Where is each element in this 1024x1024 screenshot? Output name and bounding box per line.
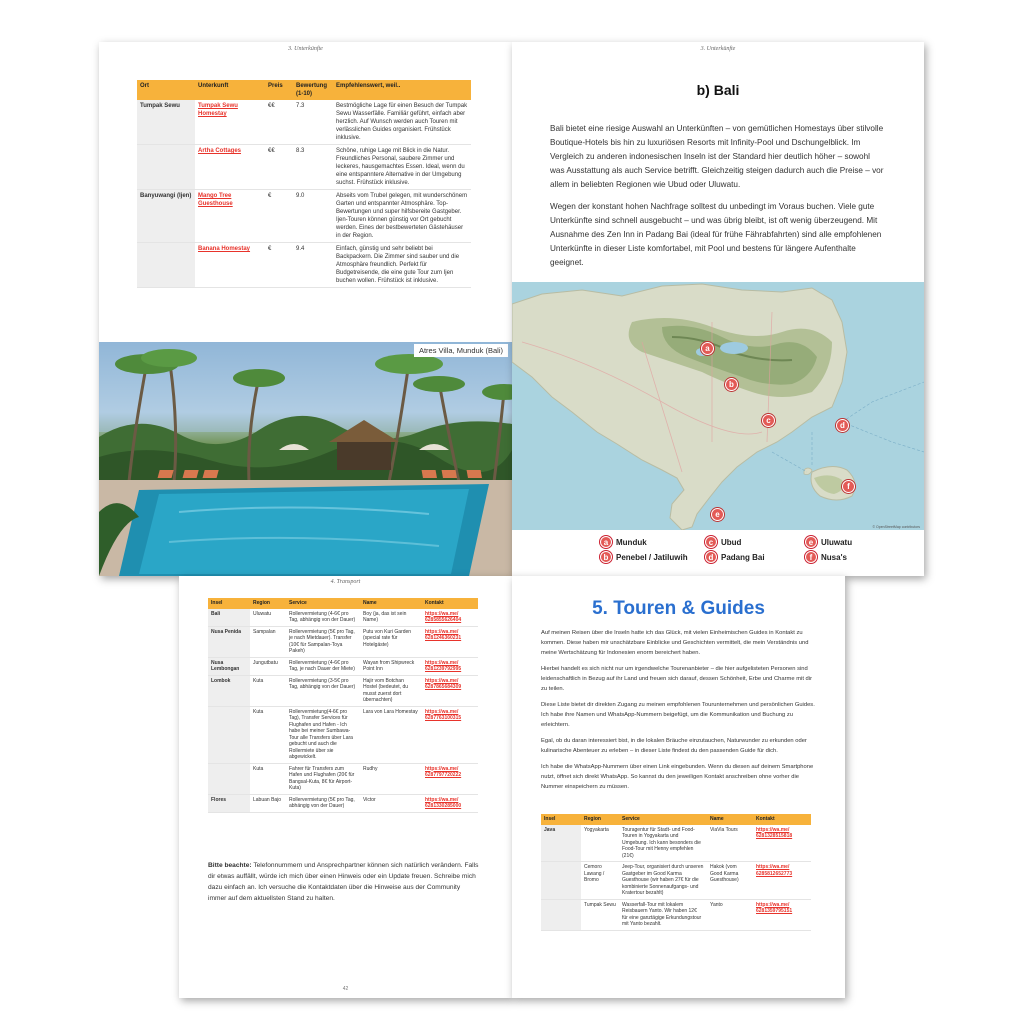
legend-item (600, 536, 647, 548)
cell-region: Labuan Bajo (250, 794, 286, 812)
table-row (137, 100, 471, 145)
whatsapp-number[interactable]: 6281330285000 (425, 803, 462, 809)
col-header-region: Region (581, 814, 619, 825)
cell-region: Kuta (250, 706, 286, 763)
col-header-service: Service (619, 814, 707, 825)
cell-bewertung: 9.0 (293, 190, 333, 243)
col-header-kontakt: Kontakt (422, 598, 478, 609)
cell-region: Jungutbatu (250, 657, 286, 675)
cell-insel (541, 862, 581, 900)
bali-map (512, 282, 924, 530)
page-tours-guides (512, 576, 845, 998)
table-row (208, 657, 478, 675)
page-accommodations-java (99, 42, 512, 576)
accommodation-link[interactable]: Banana Homestay (198, 246, 251, 252)
table-row (137, 145, 471, 190)
paragraph: Egal, ob du daran interessiert bist, in die lokalen Bräuche einzutauchen, Naturwunder zu erkunden oder kulinarische Abenteuer zu erleben – in dieser Liste findest du den passenden Guide für dich. (541, 738, 807, 754)
legend-item (705, 551, 765, 563)
accommodation-link[interactable]: Artha Cottages (198, 148, 242, 154)
cell-service: Wasserfall-Tour mit lokalem Reisbauern Yanto. Wir haben 12€ für eine ganztägige Erkundungstour mit Yanto bezahlt. (619, 899, 707, 930)
col-header-name: Name (360, 598, 422, 609)
col-header-region: Region (250, 598, 286, 609)
col-header-bewertung: Bewertung (1-10) (293, 80, 333, 100)
bali-intro (550, 122, 886, 278)
table-row (541, 899, 811, 930)
col-header-preis: Preis (265, 80, 293, 100)
col-header-service: Service (286, 598, 360, 609)
table-row (208, 675, 478, 706)
cell-name: Hajir vom Botchan Hostel (bedeutet, du musst zuerst dort übernachten) (360, 675, 422, 706)
whatsapp-link[interactable]: https://wa.me/ (756, 826, 790, 833)
cell-region: Tumpak Sewu (581, 899, 619, 930)
whatsapp-number[interactable]: 6287865684309 (425, 684, 462, 690)
cell-insel (208, 763, 250, 794)
cell-insel: Lombok (208, 675, 250, 706)
cell-name: ViaVia Tours (707, 825, 753, 862)
cell-ort (137, 145, 195, 190)
cell-name: Rudhy (360, 763, 422, 794)
legend-item (805, 536, 852, 548)
cell-insel: Java (541, 825, 581, 862)
legend-label: Padang Bai (721, 552, 765, 562)
whatsapp-number[interactable]: 6281359795151 (756, 908, 793, 914)
running-header: 4. Transport (330, 579, 361, 585)
cell-kontakt[interactable] (422, 657, 478, 675)
paragraph: Diese Liste bietet dir direkten Zugang zu meinen empfohlenen Tourunternehmen und persönlichen Guides. Ich habe ihre Namen und WhatsApp-Nummern beigefügt, um die Kommunikation und Buchung zu erleichtern. (541, 702, 815, 728)
col-header-empfehlenswert: Empfehlenswert, weil.. (333, 80, 471, 100)
cell-preis: € (265, 243, 293, 288)
legend-marker: b (600, 551, 612, 563)
whatsapp-link[interactable]: https://wa.me/ (425, 677, 459, 684)
cell-insel: Flores (208, 794, 250, 812)
section-title: b) Bali (696, 82, 740, 98)
cell-kontakt[interactable] (422, 626, 478, 657)
whatsapp-link[interactable]: https://wa.me/ (425, 796, 459, 803)
cell-service: Jeep-Tour, organisiert durch unseren Gastgeber im Good Karma Guesthouse (wir haben 27€ für die kombinierte Sonnenaufgangs- und Kratertour bezahlt) (619, 862, 707, 900)
paragraph: Ich habe die WhatsApp-Nummern über einen Link eingebunden. Wenn du diesen auf deinem Smartphone nutzt, öffnet sich direkt WhatsApp. So kannst du den jeweiligen Kontakt anschreiben ohne vorher die Nummer einspeichern zu müssen. (541, 764, 814, 790)
marker-letter: f (847, 482, 850, 491)
note-label: Bitte beachte: (208, 862, 252, 869)
cell-desc: Schöne, ruhige Lage mit Blick in die Natur. Freundliches Personal, saubere Zimmer und leckeres, hausgemachtes Essen. Ideal, wenn du eine entspanntere Alternative in der Umgebung suchst. Frühstück inklusive. (333, 145, 471, 190)
photo-caption: Atres Villa, Munduk (Bali) (414, 344, 508, 357)
cell-preis: € (265, 190, 293, 243)
legend-marker: a (600, 536, 612, 548)
legend-label: Munduk (616, 537, 647, 547)
whatsapp-number[interactable]: 6287763100315 (425, 715, 462, 721)
legend-label: Penebel / Jatiluwih (616, 552, 688, 562)
whatsapp-link[interactable]: https://wa.me/ (425, 610, 459, 617)
whatsapp-number[interactable]: 6281246360231 (425, 635, 462, 641)
cell-ort: Tumpak Sewu (137, 100, 195, 145)
section-title: 5. Touren & Guides (592, 598, 765, 619)
cell-kontakt[interactable] (422, 763, 478, 794)
running-header: 3. Unterkünfte (288, 46, 323, 52)
cell-region: Yogyakarta (581, 825, 619, 862)
whatsapp-link[interactable]: https://wa.me/ (425, 765, 459, 772)
map-marker-d[interactable] (836, 419, 849, 432)
legend-marker: e (805, 536, 817, 548)
cell-bewertung: 7.3 (293, 100, 333, 145)
cell-preis: €€ (265, 100, 293, 145)
cell-name: Wayan from Shipwreck Point Inn (360, 657, 422, 675)
cell-ort (137, 243, 195, 288)
cell-service: Rollervermietung (5€ pro Tag, abhängig von der Dauer) (286, 794, 360, 812)
page-transport (179, 576, 512, 998)
table-row (208, 794, 478, 812)
cell-kontakt[interactable] (753, 825, 811, 862)
table-row (208, 609, 478, 627)
legend-marker: d (705, 551, 717, 563)
bali-map-shape (512, 282, 924, 530)
whatsapp-number[interactable]: 6285855626404 (425, 617, 462, 623)
cell-name: Lara von Lara Homestay (360, 706, 422, 763)
marker-letter: e (715, 510, 720, 519)
whatsapp-number[interactable]: 6281239792995 (425, 666, 462, 672)
accommodation-table-wrap (137, 80, 471, 288)
legend-marker: c (705, 536, 717, 548)
cell-region: Kuta (250, 675, 286, 706)
accommodation-link[interactable]: Mango Tree Guesthouse (198, 193, 233, 207)
cell-region: Cemoro Lawang / Bromo (581, 862, 619, 900)
table-row (541, 862, 811, 900)
page-number: 42 (342, 986, 349, 992)
legend-label: Uluwatu (821, 537, 853, 547)
table-row (137, 243, 471, 288)
legend-label: Ubud (721, 537, 742, 547)
legend-marker: f (805, 551, 817, 563)
contact-note (208, 860, 480, 904)
cell-service: Rollervermietung (4-6€ pro Tag, abhängig von der Dauer) (286, 609, 360, 627)
table-row (208, 763, 478, 794)
cell-insel: Nusa Penida (208, 626, 250, 657)
cell-kontakt[interactable] (753, 862, 811, 900)
legend-item (705, 536, 741, 548)
map-marker-b[interactable] (725, 378, 738, 391)
marker-letter: b (729, 380, 734, 389)
cell-service: Rollervermietung (4-6€ pro Tag, je nach Dauer der Miete) (286, 657, 360, 675)
cell-desc: Einfach, günstig und sehr beliebt bei Backpackern. Die Zimmer sind sauber und die Atmosphäre freundlich. Perfekt für Budgetreisende, die eine gute Tour zum Ijen buchen wollen. Frühstück ist inklusive. (333, 243, 471, 288)
whatsapp-link[interactable]: https://wa.me/ (425, 628, 459, 635)
cell-bewertung: 9.4 (293, 243, 333, 288)
cell-name: Boy (ja, das ist sein Name) (360, 609, 422, 627)
table-row (208, 626, 478, 657)
map-marker-c[interactable] (762, 414, 775, 427)
table-row (541, 825, 811, 862)
col-header-insel: Insel (541, 814, 581, 825)
note-text: Telefonnummern und Ansprechpartner können sich natürlich verändern. Falls dir etwas auffällt, würde ich mich über einen Hinweis oder ein Update freuen. Schreibe mich dazu einfach an. Ich versuche die Kontaktdaten über die Hinweise aus der Community immer auf dem aktuellsten Stand zu halten. (208, 862, 479, 902)
cell-preis: €€ (265, 145, 293, 190)
cell-kontakt[interactable] (422, 794, 478, 812)
cell-service: Rollervermietung (5€ pro Tag, je nach Mietdauer). Transfer (10€ für Sampalan-Toya Pakeh) (286, 626, 360, 657)
cell-insel: Bali (208, 609, 250, 627)
page-bali (512, 42, 924, 576)
col-header-name: Name (707, 814, 753, 825)
paragraph: Auf meinen Reisen über die Inseln hatte ich das Glück, mit vielen Einheimischen Guides in Kontakt zu kommen. Diese haben mir unschätzbare Einblicke und Geschichten vermittelt, die mein Verständnis und meine Wertschätzung für Indonesien enorm bereichert haben. (541, 630, 809, 656)
cell-service: Touragentur für Stadt- und Food-Touren in Yogyakarta und Umgebung. Ich kann besonders die Food-Tour mit Henny empfehlen (21€) (619, 825, 707, 862)
accommodation-table (137, 80, 471, 288)
whatsapp-link[interactable]: https://wa.me/ (425, 659, 459, 666)
cell-service: Fahrer für Transfers zum Hafen und Flughafen (20€ für Bangsal-Kuta, 8€ für Airport-Kuta) (286, 763, 360, 794)
cell-kontakt[interactable] (422, 609, 478, 627)
col-header-kontakt: Kontakt (753, 814, 811, 825)
col-header-insel: Insel (208, 598, 250, 609)
cell-insel: Nusa Lembongan (208, 657, 250, 675)
accommodation-link[interactable]: Tumpak Sewu Homestay (198, 103, 238, 117)
table-row (137, 190, 471, 243)
whatsapp-number[interactable]: 6287797720222 (425, 772, 462, 778)
cell-service: Rollervermietung(4-6€ pro Tag), Transfer Services für Flughafen und Hafen - Ich habe bei meiner Sumbawa-Tour alle Transfers über Lara gebucht und auch die Rollermiete über sie abgewickelt. (286, 706, 360, 763)
cell-insel (541, 899, 581, 930)
whatsapp-number[interactable]: 6281328515818 (756, 833, 793, 839)
paragraph: Bali bietet eine riesige Auswahl an Unterkünften – von gemütlichen Homestays über stilvolle Boutique-Hotels bis hin zu luxuriösen Resorts mit Infinity-Pool und Dschungelblick. Im Vergleich zu anderen indonesischen Inseln ist der Standard hier deutlich höher – sowohl was Ausstattung als auch Service betrifft. Gleichzeitig steigen dadurch auch die Preise – vor allem in beliebten Regionen wie Ubud oder Uluwatu. (550, 124, 884, 189)
pool-photo (99, 342, 512, 576)
marker-letter: a (705, 344, 710, 353)
cell-name: Yanto (707, 899, 753, 930)
legend-item (805, 551, 847, 563)
map-marker-e[interactable] (711, 508, 724, 521)
cell-ort: Banyuwangi (Ijen) (137, 190, 195, 243)
cell-name: Victor (360, 794, 422, 812)
map-marker-a[interactable] (701, 342, 714, 355)
guide-table (541, 814, 811, 931)
map-marker-f[interactable] (842, 480, 855, 493)
cell-kontakt[interactable] (753, 899, 811, 930)
cell-bewertung: 8.3 (293, 145, 333, 190)
cell-region: Sampalan (250, 626, 286, 657)
running-header: 3. Unterkünfte (700, 46, 736, 52)
whatsapp-link[interactable]: https://wa.me/ (756, 901, 790, 908)
whatsapp-link[interactable]: https://wa.me/ (425, 708, 459, 715)
transport-table (208, 598, 478, 813)
legend-item (600, 551, 688, 563)
transport-table-wrap (208, 598, 478, 813)
cell-region: Kuta (250, 763, 286, 794)
marker-letter: d (840, 421, 845, 430)
tours-intro (541, 628, 817, 798)
cell-region: Uluwatu (250, 609, 286, 627)
cell-service: Rollervermietung (3-5€ pro Tag, abhängig von der Dauer) (286, 675, 360, 706)
cell-name: Putu von Kuri Garden (special rate für Hotelgäste) (360, 626, 422, 657)
map-credit: © OpenStreetMap contributors (872, 525, 920, 529)
paragraph: Hierbei handelt es sich nicht nur um irgendwelche Tourenanbieter – die hier aufgelisteten Personen sind leidenschaftlich in Bezug auf ihr Land und freuen sich darauf, dessen Schönheit, Erbe und Charme mit dir zu teilen. (541, 666, 813, 692)
cell-name: Hakok (vom Good Karma Guesthouse) (707, 862, 753, 900)
legend-label: Nusa's (821, 552, 847, 562)
whatsapp-link[interactable]: https://wa.me/ (756, 864, 790, 870)
marker-letter: c (766, 416, 771, 425)
cell-kontakt[interactable] (422, 706, 478, 763)
pool-illustration (99, 342, 512, 576)
col-header-ort: Ort (137, 80, 195, 100)
cell-kontakt[interactable] (422, 675, 478, 706)
col-header-unterkunft: Unterkunft (195, 80, 265, 100)
table-row (208, 706, 478, 763)
guide-table-wrap (541, 814, 811, 931)
paragraph: Wegen der konstant hohen Nachfrage solltest du unbedingt im Voraus buchen. Viele gute Unterkünfte sind schnell ausgebucht – und was übrig bleibt, ist oft wenig überzeugend. Mit Ausnahme des Zen Inn in Padang Bai (ideal für frühe Fährabfahrten) sind alle empfohlenen Unterkünfte in dieser Liste komfortabel, mit Pool und bestens für längere Aufenthalte geeignet. (550, 202, 882, 267)
cell-desc: Abseits vom Trubel gelegen, mit wunderschönem Garten und entspannter Atmosphäre. Top-Bewertungen und super hilfsbereite Gastgeber. Ijen-Touren können günstig vor Ort gebucht werden. Eines der bestbewerteten Gästehäuser in der Region. (333, 190, 471, 243)
cell-insel (208, 706, 250, 763)
whatsapp-number[interactable]: 6285812652773 (756, 870, 793, 877)
cell-desc: Bestmögliche Lage für einen Besuch der Tumpak Sewu Wasserfälle. Familiär geführt, einfach aber herzlich. Auf Wunsch werden auch Touren mit verlässlichen Guides organisiert. Frühstück inklusive. (333, 100, 471, 145)
